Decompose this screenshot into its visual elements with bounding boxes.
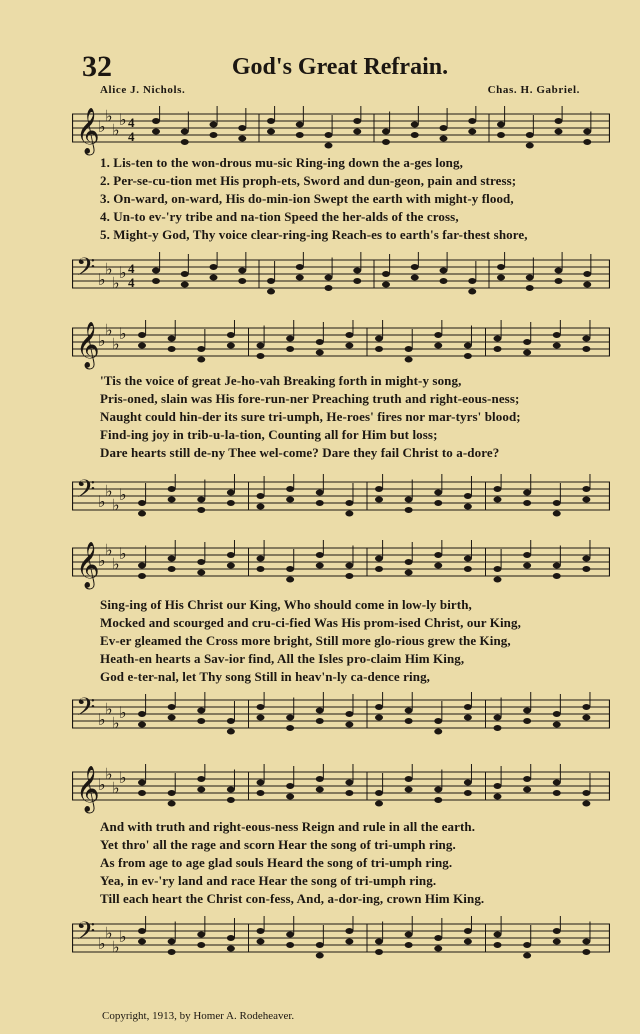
svg-text:𝄞: 𝄞 xyxy=(76,108,100,154)
staff-bass xyxy=(72,474,610,524)
staff-treble xyxy=(72,320,610,370)
svg-text:♭: ♭ xyxy=(98,492,106,511)
lyrics-block-1 xyxy=(100,154,610,244)
svg-text:♭: ♭ xyxy=(105,320,113,340)
lyric-line: 4. Un-to ev-'ry tribe and na-tion Speed the her-alds of the cross, xyxy=(100,209,459,224)
lyric-line: Heath-en hearts a Sav-ior find, All the Isles pro-claim Him King, xyxy=(100,651,465,666)
lyric-line: And with truth and right-eous-ness Reign and rule in all the earth. xyxy=(100,819,476,834)
lyric-line: As from age to age glad souls Heard the song of tri-umph ring. xyxy=(100,855,453,870)
lyric-line: 5. Might-y God, Thy voice clear-ring-ing Reach-es to earth's far-thest shore, xyxy=(100,227,528,242)
svg-text:♭: ♭ xyxy=(105,764,113,784)
svg-text:♭: ♭ xyxy=(112,120,120,140)
svg-text:♭: ♭ xyxy=(98,270,106,289)
svg-text:♭: ♭ xyxy=(105,540,113,560)
lyric-line: Pris-oned, slain was His fore-run-ner Preaching truth and right-eous-ness; xyxy=(100,391,520,406)
svg-text:♭: ♭ xyxy=(119,544,127,563)
svg-text:♭: ♭ xyxy=(119,110,127,129)
svg-text:♭: ♭ xyxy=(119,485,127,504)
music-system-3 xyxy=(72,540,610,745)
svg-text:♭: ♭ xyxy=(105,259,113,279)
music-system-4 xyxy=(72,764,610,989)
lyric-line: 3. On-ward, on-ward, His do-min-ion Swept the earth with might-y flood, xyxy=(100,191,514,206)
music-system-2 xyxy=(72,320,610,525)
staff-bass xyxy=(72,916,610,966)
hymn-title: God's Great Refrain. xyxy=(231,54,449,80)
svg-text:♭: ♭ xyxy=(98,331,106,350)
svg-text:♭: ♭ xyxy=(98,551,106,570)
svg-text:𝄞: 𝄞 xyxy=(76,766,100,812)
lyrics-block-3 xyxy=(100,596,610,686)
composer-credit: Chas. H. Gabriel. xyxy=(487,84,580,96)
svg-text:♭: ♭ xyxy=(105,923,113,943)
svg-text:♭: ♭ xyxy=(112,334,120,354)
hymn-number: 32 xyxy=(82,50,112,83)
staff-bass xyxy=(72,252,610,302)
author-credit: Alice J. Nichols. xyxy=(100,84,186,96)
svg-text:♭: ♭ xyxy=(112,713,120,733)
lyric-line: Naught could hin-der its sure tri-umph, He-roes' fires nor mar-tyrs' blood; xyxy=(100,409,521,424)
svg-text:♭: ♭ xyxy=(105,699,113,719)
lyric-line: Ev-er gleamed the Cross more bright, Still more glo-rious grew the King, xyxy=(100,633,511,648)
svg-text:4: 4 xyxy=(128,115,135,130)
svg-text:4: 4 xyxy=(128,275,135,290)
lyric-line: Mocked and scourged and cru-ci-fied Was His prom-ised Christ, our King, xyxy=(100,615,521,630)
staff-bass xyxy=(72,692,610,742)
music-system-1 xyxy=(72,106,610,311)
lyric-line: 'Tis the voice of great Je-ho-vah Breaking forth in might-y song, xyxy=(100,373,462,388)
staff-treble xyxy=(72,540,610,590)
svg-text:♭: ♭ xyxy=(119,263,127,282)
svg-text:𝄢: 𝄢 xyxy=(76,917,96,952)
svg-text:♭: ♭ xyxy=(105,481,113,501)
svg-text:𝄞: 𝄞 xyxy=(76,322,100,368)
lyric-line: 2. Per-se-cu-tion met His proph-ets, Sword and dun-geon, pain and stress; xyxy=(100,173,517,188)
svg-text:♭: ♭ xyxy=(119,768,127,787)
staff-treble xyxy=(72,106,610,156)
svg-text:♭: ♭ xyxy=(98,710,106,729)
staff-treble xyxy=(72,764,610,814)
svg-text:♭: ♭ xyxy=(112,554,120,574)
copyright-notice: Copyright, 1913, by Homer A. Rodeheaver. xyxy=(102,1010,295,1022)
lyric-line: God e-ter-nal, let Thy song Still in heav'n-ly ca-dence ring, xyxy=(100,669,431,684)
svg-text:♭: ♭ xyxy=(98,775,106,794)
svg-text:♭: ♭ xyxy=(119,703,127,722)
svg-text:𝄢: 𝄢 xyxy=(76,693,96,728)
lyrics-block-2 xyxy=(100,372,610,462)
svg-text:𝄢: 𝄢 xyxy=(76,253,96,288)
svg-text:♭: ♭ xyxy=(98,117,106,136)
svg-text:4: 4 xyxy=(128,261,135,276)
svg-text:♭: ♭ xyxy=(112,778,120,798)
svg-text:𝄞: 𝄞 xyxy=(76,542,100,588)
svg-text:♭: ♭ xyxy=(105,106,113,126)
svg-text:𝄢: 𝄢 xyxy=(76,475,96,510)
svg-text:♭: ♭ xyxy=(98,934,106,953)
lyric-line: Find-ing joy in trib-u-la-tion, Counting all for Him but loss; xyxy=(100,427,438,442)
lyric-line: Yea, in ev-'ry land and race Hear the song of tri-umph ring. xyxy=(100,873,437,888)
svg-text:♭: ♭ xyxy=(119,927,127,946)
svg-text:4: 4 xyxy=(128,129,135,144)
lyric-line: 1. Lis-ten to the won-drous mu-sic Ring-ing down the a-ges long, xyxy=(100,155,463,170)
svg-text:♭: ♭ xyxy=(119,324,127,343)
lyrics-block-4 xyxy=(100,818,610,908)
lyric-line: Sing-ing of His Christ our King, Who should come in low-ly birth, xyxy=(100,597,472,612)
svg-text:♭: ♭ xyxy=(112,937,120,957)
lyric-line: Till each heart the Christ con-fess, And, a-dor-ing, crown Him King. xyxy=(100,891,485,906)
lyric-line: Dare hearts still de-ny Thee wel-come? Dare they fail Christ to a-dore? xyxy=(100,445,500,460)
svg-text:♭: ♭ xyxy=(112,495,120,515)
lyric-line: Yet thro' all the rage and scorn Hear the song of tri-umph ring. xyxy=(100,837,456,852)
svg-text:♭: ♭ xyxy=(112,273,120,293)
